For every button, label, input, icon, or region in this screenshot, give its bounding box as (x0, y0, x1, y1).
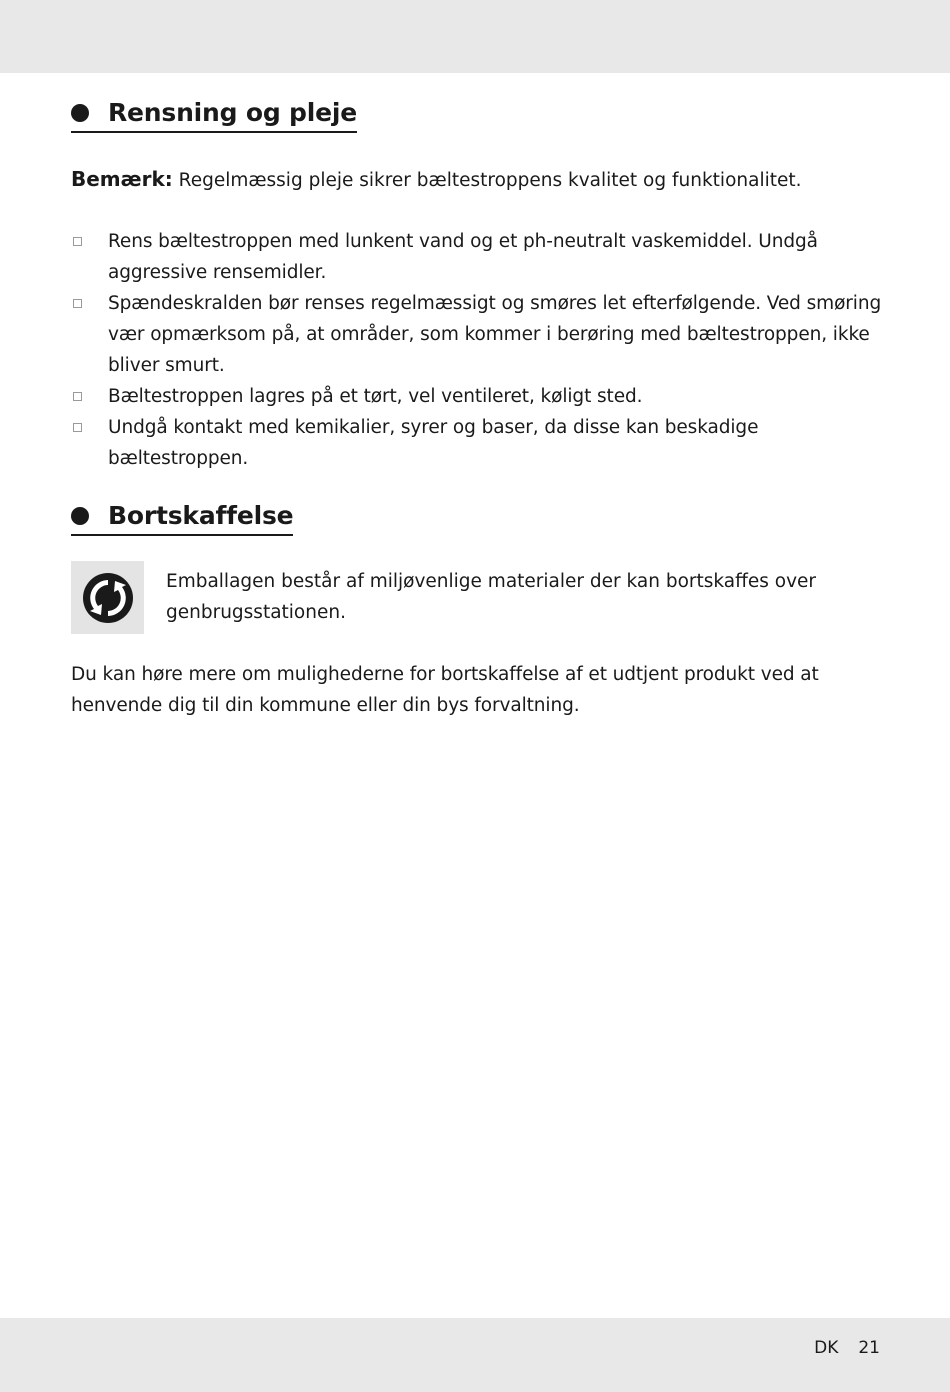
list-item (71, 226, 883, 288)
list-item-text: Spændeskralden bør renses regelmæssigt og smøres let efterfølgende. Ved smøring vær opmærksom på, at områder, som kommer i berøring med bæltestroppen, ikke bliver smurt. (108, 293, 882, 376)
list-item-text: Undgå kontakt med kemikalier, syrer og baser, da disse kan beskadige bæltestroppen. (108, 417, 759, 469)
bullet-dot-icon (71, 104, 89, 122)
footer-band (0, 1318, 950, 1392)
note-label: Bemærk: (71, 167, 173, 191)
list-item (71, 412, 883, 474)
note-text: Regelmæssig pleje sikrer bæltestroppens kvalitet og funktionalitet. (178, 170, 802, 191)
cleaning-list (71, 226, 883, 474)
page-number: 21 (858, 1338, 880, 1358)
header-band (0, 0, 950, 73)
checkbox-square-icon (73, 299, 82, 308)
list-item-text: Bæltestroppen lagres på et tørt, vel ventileret, køligt sted. (108, 386, 643, 407)
section-heading-cleaning (71, 98, 357, 133)
disposal-paragraph: Du kan høre mere om mulighederne for bortskaffelse af et udtjent produkt ved at henvende dig til din kommune eller din bys forvaltning. (71, 664, 819, 716)
footer (814, 1336, 880, 1360)
heading-text: Bortskaffelse (108, 501, 294, 530)
list-item-text: Rens bæltestroppen med lunkent vand og et ph-neutralt vaskemiddel. Undgå aggressive rensemidler. (108, 231, 818, 283)
recycle-icon (81, 571, 135, 625)
bullet-dot-icon (71, 507, 89, 525)
note (71, 165, 881, 195)
list-item (71, 381, 883, 412)
footer-lang: DK (814, 1338, 839, 1358)
heading-text: Rensning og pleje (108, 98, 357, 127)
checkbox-square-icon (73, 392, 82, 401)
recycle-tile (71, 561, 144, 634)
checkbox-square-icon (73, 423, 82, 432)
list-item (71, 288, 883, 381)
packaging-text: Emballagen består af miljøvenlige materialer der kan bortskaffes over genbrugsstationen. (166, 571, 817, 623)
checkbox-square-icon (73, 237, 82, 246)
section-heading-disposal (71, 501, 293, 536)
